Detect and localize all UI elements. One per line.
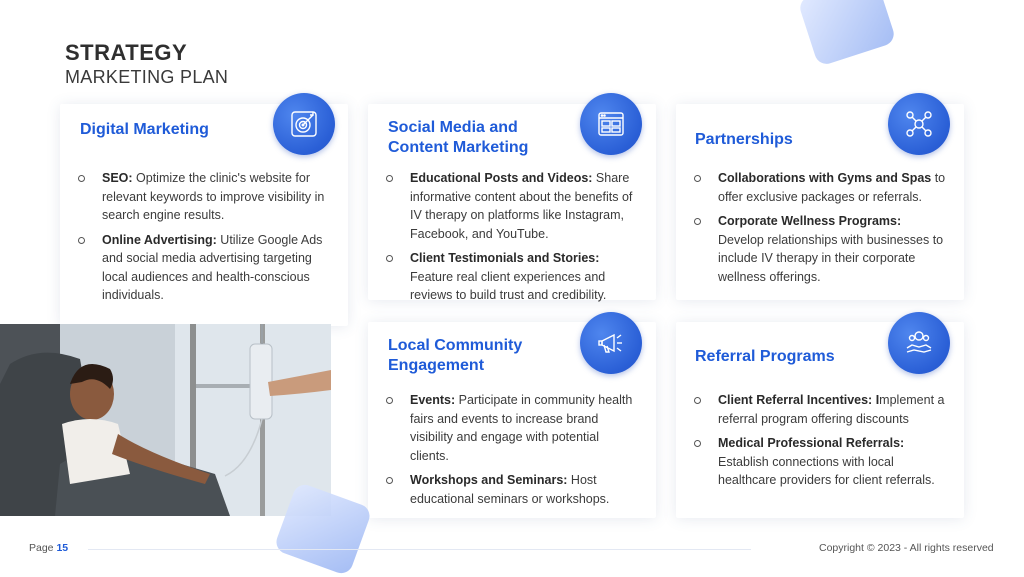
page-title-block: [65, 40, 228, 88]
list-item: [386, 391, 640, 465]
item-heading: Client Testimonials and Stories:: [410, 251, 600, 265]
card-list: [694, 391, 948, 496]
content-window-icon: [580, 93, 642, 155]
list-item: [694, 212, 948, 286]
card-list: [694, 169, 948, 292]
card-list: [386, 169, 640, 311]
page-number: 15: [56, 542, 69, 554]
card-social-media: [368, 104, 656, 300]
page-subtitle: MARKETING PLAN: [65, 67, 229, 87]
page-title: STRATEGY: [65, 40, 188, 65]
megaphone-icon: [580, 312, 642, 374]
item-heading: Collaborations with Gyms and Spas: [718, 171, 932, 185]
copyright-text: Copyright © 2023 - All rights reserved: [819, 542, 994, 554]
item-text: Share informative content about the benefits of IV therapy on platforms like Instagram, Facebook, and YouTube.: [410, 171, 633, 241]
card-referral-programs: [676, 322, 964, 518]
card-digital-marketing: [60, 104, 348, 326]
list-item: [386, 471, 640, 508]
iv-therapy-photo: [0, 324, 331, 516]
item-text: Participate in community health fairs and events to increase brand visibility and engage with potential clients.: [410, 393, 633, 463]
card-title: Local Community Engagement: [388, 337, 523, 374]
list-item: [694, 391, 948, 428]
item-heading: Client Referral Incentives: I: [718, 393, 880, 407]
item-heading: Corporate Wellness Programs:: [718, 214, 902, 228]
list-item: [78, 169, 332, 225]
item-heading: Educational Posts and Videos:: [410, 171, 593, 185]
item-text: Host educational seminars or workshops.: [410, 473, 610, 506]
referral-hands-icon: [888, 312, 950, 374]
item-heading: SEO:: [102, 171, 133, 185]
item-heading: Workshops and Seminars:: [410, 473, 568, 487]
card-partnerships: [676, 104, 964, 300]
card-title: Social Media and Content Marketing: [388, 119, 529, 156]
footer-divider: [88, 549, 751, 550]
item-heading: Online Advertising:: [102, 232, 217, 247]
decorative-shape-top: [797, 0, 897, 67]
card-list: [78, 169, 332, 311]
item-text: Develop relationships with businesses to include IV therapy in their corporate wellness offerings.: [718, 232, 944, 284]
network-icon: [888, 93, 950, 155]
target-icon: [273, 93, 335, 155]
item-text: mplement a referral program offering discounts: [718, 393, 945, 426]
card-list: [386, 391, 640, 514]
card-local-community: [368, 322, 656, 518]
item-heading: Medical Professional Referrals:: [718, 436, 905, 450]
item-heading: Events:: [410, 393, 456, 407]
item-text: to offer exclusive packages or referrals.: [718, 171, 946, 204]
card-title: Digital Marketing: [80, 121, 209, 138]
item-text: Optimize the clinic's website for relevant keywords to improve visibility in search engine results.: [102, 171, 325, 222]
page-label: Page: [29, 542, 54, 554]
list-item: [78, 231, 332, 305]
list-item: [386, 249, 640, 305]
item-text: Establish connections with local healthcare providers for client referrals.: [718, 454, 935, 487]
list-item: [694, 434, 948, 490]
item-text: Utilize Google Ads and social media advertising targeting local audiences and health-conscious individuals.: [102, 232, 323, 302]
item-text: Feature real client experiences and reviews to build trust and credibility.: [410, 269, 607, 302]
list-item: [694, 169, 948, 206]
card-title: Referral Programs: [695, 348, 835, 365]
footer: [0, 538, 1024, 558]
list-item: [386, 169, 640, 243]
page-indicator: [29, 542, 68, 554]
card-title: Partnerships: [695, 131, 793, 148]
